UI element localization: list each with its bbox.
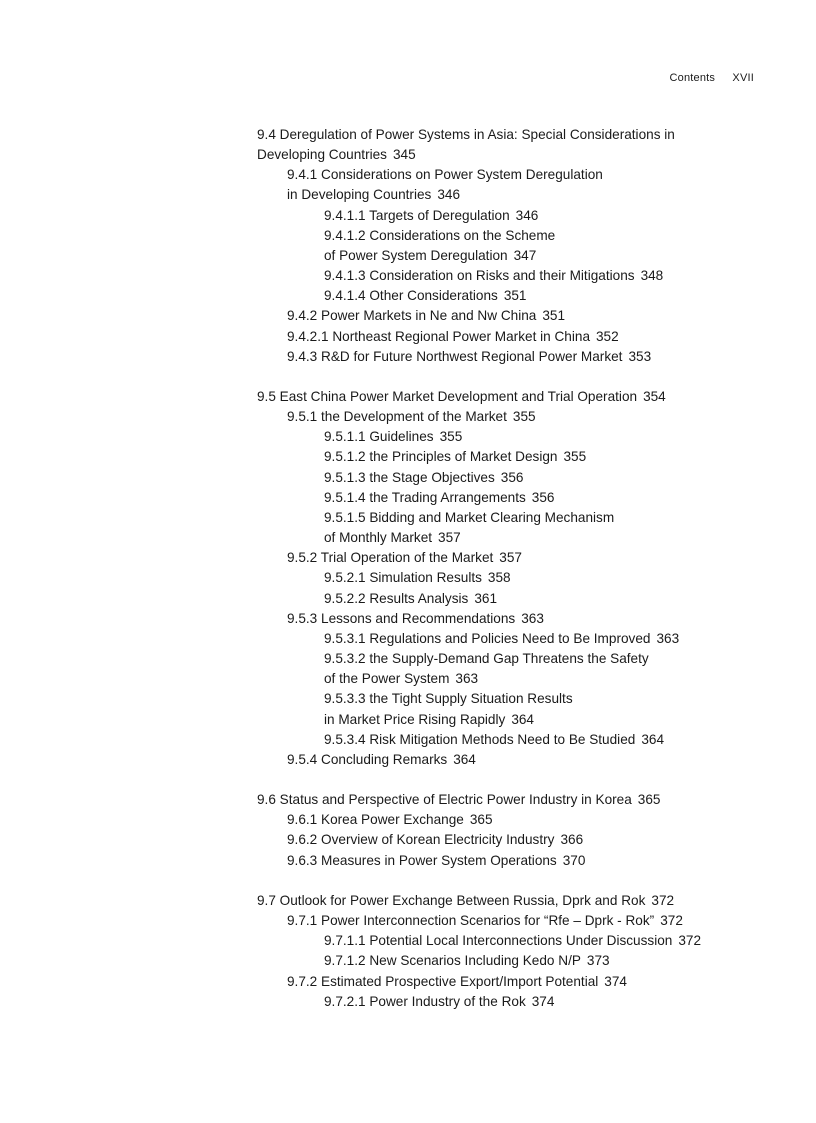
toc-entry[interactable] — [257, 810, 777, 830]
toc-entry[interactable] — [257, 911, 777, 931]
toc-entry[interactable] — [257, 629, 777, 649]
toc-entry-page: 348 — [640, 268, 664, 284]
toc-entry-title: 9.7.2.1 Power Industry of the Rok — [324, 993, 526, 1009]
toc-entry[interactable] — [257, 649, 777, 669]
toc-entry-page: 346 — [515, 207, 539, 223]
toc-entry[interactable] — [257, 145, 777, 165]
toc-entry-page: 374 — [531, 993, 555, 1009]
toc-entry[interactable] — [257, 266, 777, 286]
toc-entry[interactable] — [257, 165, 777, 185]
toc-entry[interactable] — [257, 931, 777, 951]
toc-entry[interactable] — [257, 689, 777, 709]
toc-entry-title: 9.4.1.4 Other Considerations — [324, 288, 498, 304]
toc-entry-title: 9.5.1.2 the Principles of Market Design — [324, 449, 558, 465]
toc-entry[interactable] — [257, 710, 777, 730]
toc-entry-title: 9.5.3.1 Regulations and Policies Need to Be Improved — [324, 630, 651, 646]
toc-entry-title: 9.4.2 Power Markets in Ne and Nw China — [287, 308, 537, 324]
toc-entry-page: 356 — [500, 469, 524, 485]
toc-entry-title: 9.4.3 R&D for Future Northwest Regional Power Market — [287, 348, 623, 364]
section-spacer — [257, 770, 777, 790]
toc-entry[interactable] — [257, 427, 777, 447]
toc-entry[interactable] — [257, 327, 777, 347]
toc-entry[interactable] — [257, 387, 777, 407]
section-spacer — [257, 367, 777, 387]
toc-entry-title: 9.5.1.4 the Trading Arrangements — [324, 489, 526, 505]
toc-entry-title: 9.5.1.5 Bidding and Market Clearing Mechanism — [324, 509, 615, 525]
toc-entry-title: 9.7.1 Power Interconnection Scenarios for “Rfe – Dprk - Rok” — [287, 913, 655, 929]
toc-entry-page: 355 — [563, 449, 587, 465]
toc-entry-page: 370 — [562, 852, 586, 868]
toc-entry-page: 372 — [678, 933, 702, 949]
toc-entry[interactable] — [257, 226, 777, 246]
section-spacer — [257, 871, 777, 891]
toc-entry-title: 9.5.2 Trial Operation of the Market — [287, 550, 494, 566]
toc-entry[interactable] — [257, 790, 777, 810]
toc-entry[interactable] — [257, 407, 777, 427]
toc-entry-title: 9.5.4 Concluding Remarks — [287, 751, 448, 767]
toc-entry-page: 363 — [521, 610, 544, 626]
toc-entry[interactable] — [257, 488, 777, 508]
toc-entry-title: of Monthly Market — [324, 530, 433, 546]
toc-entry[interactable] — [257, 286, 777, 306]
toc-entry[interactable] — [257, 185, 777, 205]
toc-entry[interactable] — [257, 447, 777, 467]
toc-entry-page: 358 — [487, 570, 511, 586]
toc-entry-title: of Power System Deregulation — [324, 247, 508, 263]
toc-entry-title: 9.7.1.2 New Scenarios Including Kedo N/P — [324, 953, 581, 969]
toc-entry-title: 9.5.3.3 the Tight Supply Situation Results — [324, 691, 573, 707]
toc-entry-title: 9.7 Outlook for Power Exchange Between Russia, Dprk and Rok — [257, 892, 646, 908]
toc-entry-title: 9.5.2.2 Results Analysis — [324, 590, 469, 606]
toc-entry-page: 361 — [474, 590, 498, 606]
toc-entry[interactable] — [257, 750, 777, 770]
toc-entry-page: 357 — [499, 550, 522, 566]
toc-entry-title: 9.5.2.1 Simulation Results — [324, 570, 482, 586]
toc-entry-title: 9.5.3 Lessons and Recommendations — [287, 610, 516, 626]
toc-entry-title: 9.5.3.2 the Supply-Demand Gap Threatens the Safety — [324, 651, 649, 667]
toc-entry-page: 354 — [643, 389, 666, 405]
running-header — [670, 72, 755, 84]
toc-entry-title: 9.4 Deregulation of Power Systems in Asia: Special Considerations in — [257, 127, 675, 142]
running-header-section: Contents — [669, 72, 716, 84]
toc-entry[interactable] — [257, 246, 777, 266]
toc-entry-page: 352 — [596, 328, 619, 344]
toc-entry[interactable] — [257, 528, 777, 548]
table-of-contents — [257, 125, 777, 1012]
toc-entry-title: 9.6 Status and Perspective of Electric Power Industry in Korea — [257, 792, 632, 808]
toc-entry-title: in Developing Countries — [287, 187, 432, 203]
toc-entry[interactable] — [257, 891, 777, 911]
toc-entry-title: 9.4.1.3 Consideration on Risks and their Mitigations — [324, 268, 635, 284]
toc-entry[interactable] — [257, 125, 777, 145]
toc-entry-page: 347 — [513, 247, 537, 263]
toc-entry[interactable] — [257, 206, 777, 226]
toc-entry-page: 346 — [437, 187, 461, 203]
toc-entry-page: 355 — [512, 409, 536, 425]
toc-entry-title: 9.5.1.3 the Stage Objectives — [324, 469, 495, 485]
toc-entry[interactable] — [257, 468, 777, 488]
toc-entry[interactable] — [257, 851, 777, 871]
toc-entry[interactable] — [257, 951, 777, 971]
toc-entry[interactable] — [257, 830, 777, 850]
toc-entry-title: 9.6.2 Overview of Korean Electricity Industry — [287, 832, 555, 848]
toc-entry-page: 351 — [542, 308, 566, 324]
toc-entry-title: 9.6.1 Korea Power Exchange — [287, 812, 464, 828]
toc-entry[interactable] — [257, 669, 777, 689]
toc-entry[interactable] — [257, 589, 777, 609]
toc-entry[interactable] — [257, 609, 777, 629]
toc-entry-page: 372 — [660, 913, 683, 929]
toc-entry-title: 9.5.3.4 Risk Mitigation Methods Need to Be Studied — [324, 731, 636, 747]
toc-entry[interactable] — [257, 508, 777, 528]
toc-entry-page: 351 — [503, 288, 527, 304]
toc-entry-title: of the Power System — [324, 671, 450, 687]
toc-entry-title: 9.6.3 Measures in Power System Operations — [287, 852, 557, 868]
toc-entry-page: 357 — [438, 530, 461, 546]
toc-entry[interactable] — [257, 568, 777, 588]
toc-entry-title: 9.4.1.2 Considerations on the Scheme — [324, 227, 556, 243]
toc-entry[interactable] — [257, 548, 777, 568]
toc-entry[interactable] — [257, 992, 777, 1012]
toc-entry-title: 9.4.1 Considerations on Power System Deregulation — [287, 167, 603, 183]
toc-entry-title: 9.5.1.1 Guidelines — [324, 429, 434, 445]
toc-entry-page: 364 — [641, 731, 665, 747]
toc-entry-page: 365 — [637, 792, 661, 808]
toc-entry-page: 374 — [604, 973, 627, 989]
toc-entry-page: 365 — [469, 812, 493, 828]
toc-entry-page: 363 — [656, 630, 680, 646]
toc-entry-page: 364 — [511, 711, 534, 727]
toc-entry[interactable] — [257, 730, 777, 750]
toc-entry[interactable] — [257, 347, 777, 367]
toc-entry-title: 9.4.1.1 Targets of Deregulation — [324, 207, 510, 223]
toc-entry-page: 372 — [651, 892, 675, 908]
toc-entry-page: 364 — [453, 751, 476, 767]
toc-entry-page: 363 — [455, 671, 479, 687]
toc-entry-page: 345 — [392, 147, 416, 163]
toc-entry-page: 373 — [586, 953, 610, 969]
toc-entry-page: 353 — [628, 348, 652, 364]
toc-entry-title: 9.5 East China Power Market Development and Trial Operation — [257, 389, 638, 405]
toc-entry-page: 356 — [531, 489, 555, 505]
toc-entry-title: Developing Countries — [257, 147, 387, 163]
page-number: XVII — [732, 72, 754, 84]
toc-entry-title: 9.7.2 Estimated Prospective Export/Import Potential — [287, 973, 599, 989]
toc-entry[interactable] — [257, 306, 777, 326]
toc-entry-title: 9.7.1.1 Potential Local Interconnections Under Discussion — [324, 933, 673, 949]
toc-entry-page: 366 — [560, 832, 584, 848]
toc-entry-title: 9.5.1 the Development of the Market — [287, 409, 507, 425]
toc-entry-title: in Market Price Rising Rapidly — [324, 711, 506, 727]
toc-entry[interactable] — [257, 972, 777, 992]
toc-entry-title: 9.4.2.1 Northeast Regional Power Market in China — [287, 328, 590, 344]
toc-entry-page: 355 — [439, 429, 463, 445]
